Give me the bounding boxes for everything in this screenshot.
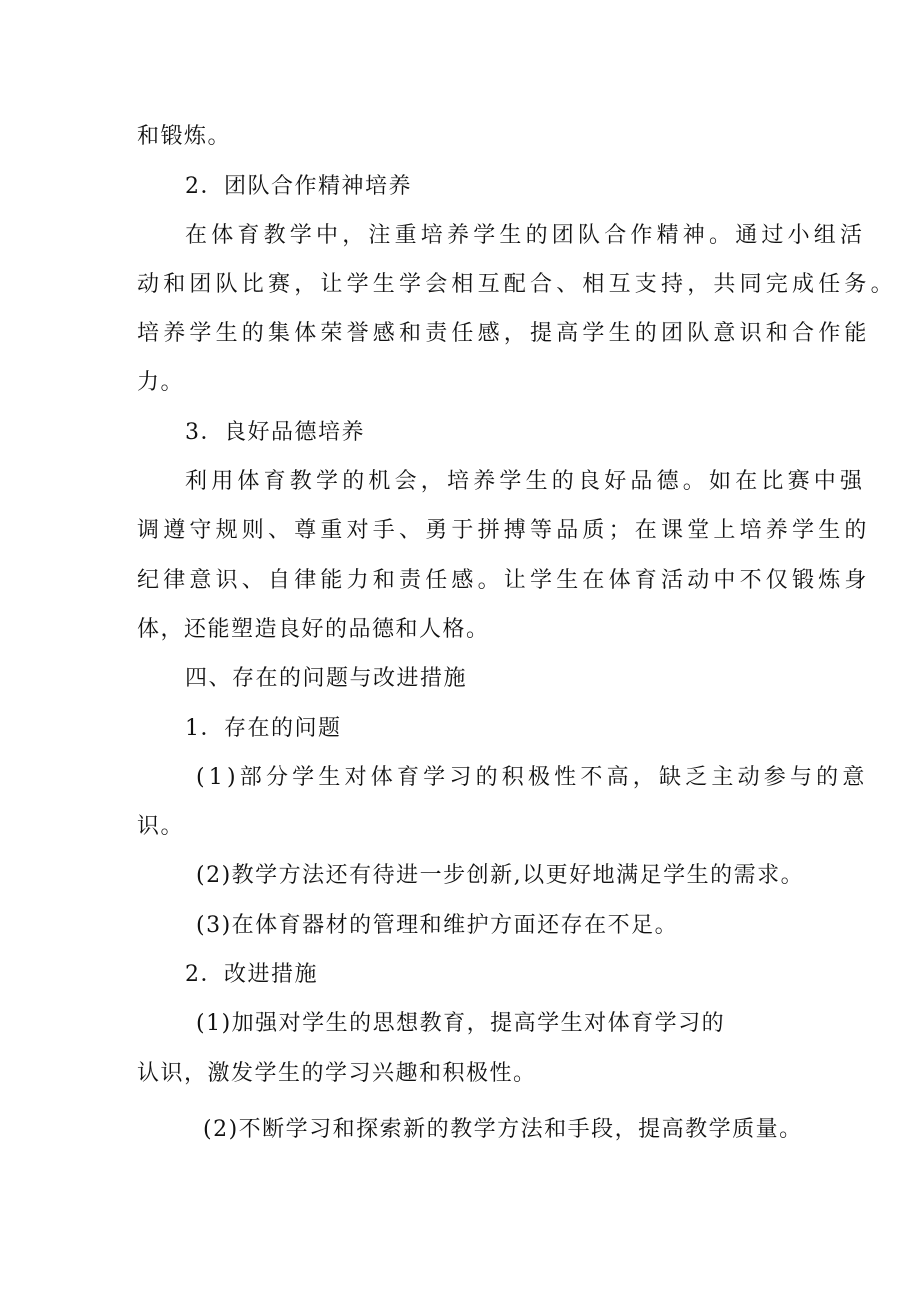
heading-good-character: 3．良好品德培养 (185, 420, 365, 445)
heading-problems-improvements: 四、存在的问题与改进措施 (185, 666, 468, 691)
text-line-15: 识。 (137, 814, 185, 839)
text-line-8: 利用体育教学的机会，培养学生的良好品德。如在比赛中强 (185, 469, 867, 494)
text-line-6: 力。 (137, 370, 185, 395)
text-line-20: 认识，激发学生的学习兴趣和积极性。 (137, 1061, 537, 1086)
text-line-5: 培养学生的集体荣誉感和责任感，提高学生的团队意识和合作能 (137, 321, 871, 346)
text-line-10: 纪律意识、自律能力和责任感。让学生在体育活动中不仅锻炼身 (137, 568, 871, 593)
text-line-9: 调遵守规则、尊重对手、勇于拼搏等品质；在课堂上培养学生的 (137, 518, 871, 543)
text-line-11: 体，还能塑造良好的品德和人格。 (137, 617, 490, 642)
text-line-3: 在体育教学中，注重培养学生的团队合作精神。通过小组活 (185, 223, 867, 248)
heading-improvement-measures: 2．改进措施 (185, 962, 318, 987)
heading-team-cooperation: 2．团队合作精神培养 (185, 174, 412, 199)
text-line-14: (1)部分学生对体育学习的积极性不高，缺乏主动参与的意 (196, 765, 869, 790)
text-line-16: (2)教学方法还有待进一步创新,以更好地满足学生的需求。 (196, 863, 805, 888)
text-line-17: (3)在体育器材的管理和维护方面还存在不足。 (196, 913, 679, 938)
text-line-4: 动和团队比赛，让学生学会相互配合、相互支持，共同完成任务。 (137, 272, 897, 297)
text-line-21: (2)不断学习和探索新的教学方法和手段，提高教学质量。 (203, 1117, 803, 1142)
text-line-1: 和锻炼。 (137, 124, 232, 149)
text-line-19: (1)加强对学生的思想教育，提高学生对体育学习的 (196, 1011, 726, 1036)
heading-existing-problems: 1．存在的问题 (185, 716, 342, 741)
